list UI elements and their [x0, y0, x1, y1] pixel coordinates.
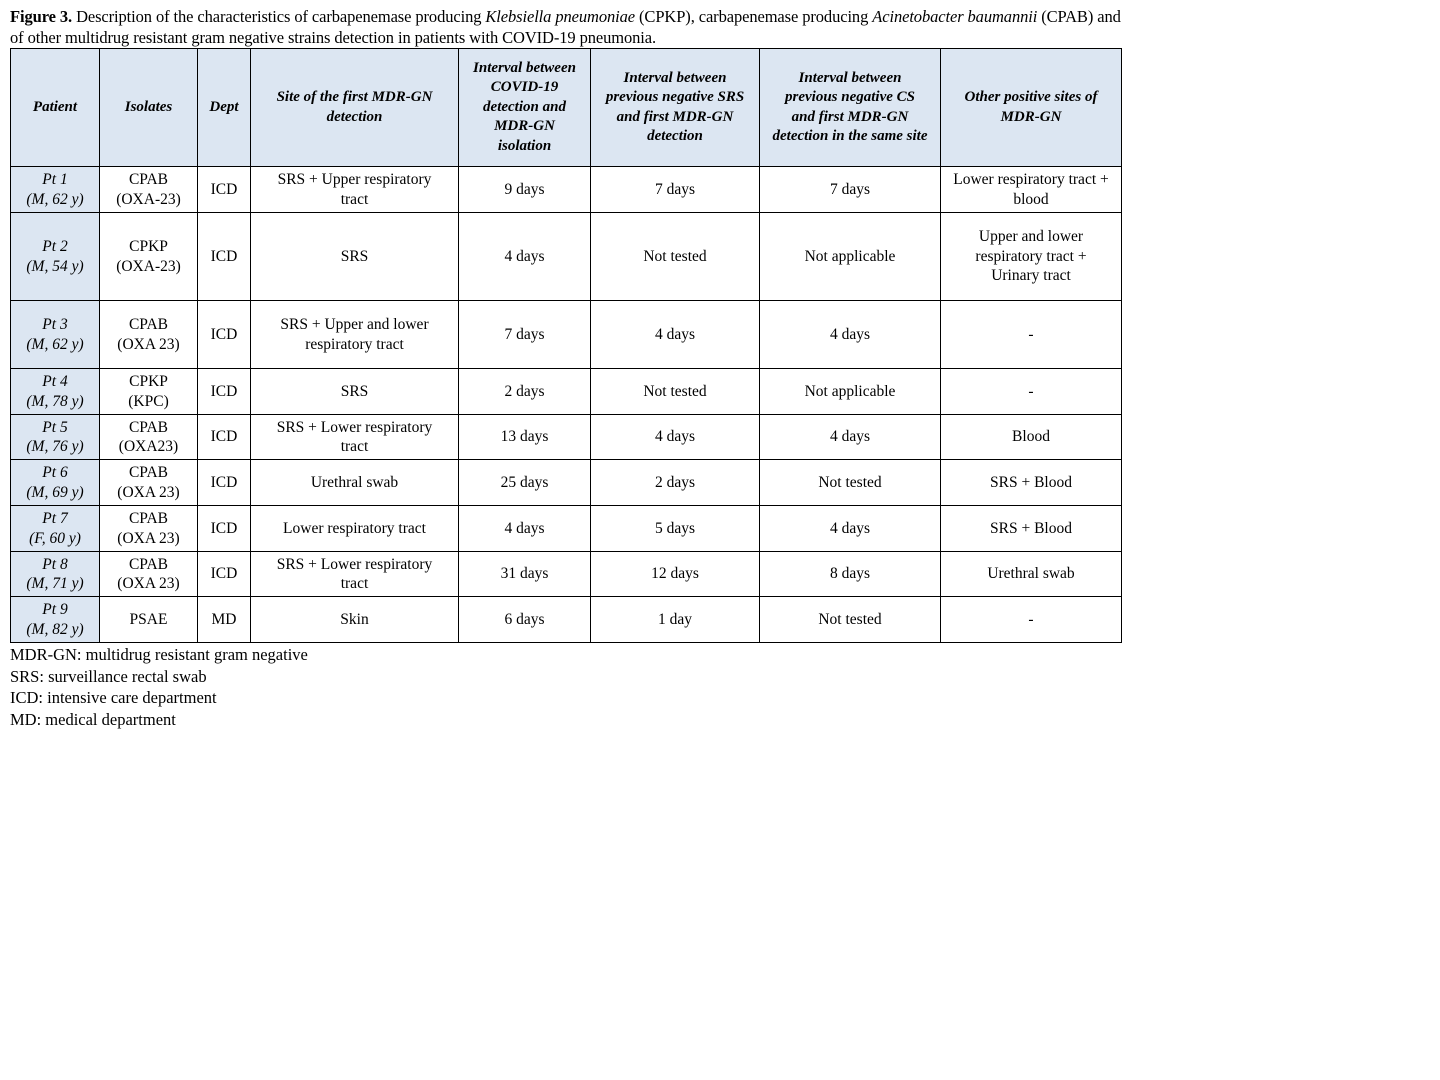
patient-demographics: (M, 54 y): [26, 257, 84, 275]
figure-caption: [10, 6, 1125, 48]
interval-covid-cell: 4 days: [459, 506, 591, 552]
table-row: [11, 415, 1122, 460]
interval-cs-cell: Not applicable: [760, 369, 941, 415]
table-body: [11, 167, 1122, 643]
isolate-name: CPKP: [129, 238, 168, 255]
dept-cell: ICD: [198, 415, 251, 460]
patient-id: Pt 2: [42, 238, 68, 255]
table-row: [11, 167, 1122, 213]
other-sites-cell: -: [941, 301, 1122, 369]
site-cell: SRS: [251, 213, 459, 301]
header-interval-cs: Interval between previous negative CS and first MDR-GN detection in the same site: [760, 49, 941, 167]
isolate-cell: [100, 167, 198, 213]
interval-cs-cell: 4 days: [760, 506, 941, 552]
isolate-type: (OXA-23): [116, 190, 181, 208]
interval-srs-cell: Not tested: [591, 213, 760, 301]
patient-demographics: (M, 82 y): [26, 620, 84, 638]
dept-cell: ICD: [198, 301, 251, 369]
patient-id: Pt 5: [42, 418, 68, 436]
other-sites-cell: -: [941, 597, 1122, 643]
patient-demographics: (M, 76 y): [26, 438, 84, 455]
patient-id: Pt 9: [42, 601, 68, 618]
other-sites-cell: Urethral swab: [941, 552, 1122, 597]
table-row: [11, 301, 1122, 369]
patient-cell: [11, 301, 100, 369]
patient-demographics: (M, 69 y): [26, 483, 84, 501]
patient-cell: [11, 369, 100, 415]
isolate-cell: [100, 369, 198, 415]
isolate-type: (OXA 23): [117, 575, 180, 592]
isolate-name: CPAB: [128, 418, 169, 436]
site-cell: Skin: [251, 597, 459, 643]
caption-text-3: (CPAB) and of other multidrug resistant gram negative strains detection in patients with COVID-19 pneumonia.: [10, 7, 1121, 47]
patient-demographics: (M, 62 y): [26, 190, 84, 208]
caption-label: Figure 3.: [10, 7, 73, 26]
isolate-cell: [100, 213, 198, 301]
interval-cs-cell: 4 days: [760, 301, 941, 369]
isolate-name: CPAB: [128, 555, 169, 573]
patient-id: Pt 8: [42, 555, 68, 573]
isolate-type: (KPC): [128, 392, 169, 410]
patient-id: Pt 7: [42, 510, 68, 527]
interval-srs-cell: 5 days: [591, 506, 760, 552]
other-sites-cell: Blood: [941, 415, 1122, 460]
isolate-cell: [100, 460, 198, 506]
header-patient: Patient: [11, 49, 100, 167]
interval-cs-cell: Not tested: [760, 460, 941, 506]
isolate-name: CPAB: [128, 316, 169, 333]
dept-cell: ICD: [198, 213, 251, 301]
interval-srs-cell: 1 day: [591, 597, 760, 643]
patient-cell: [11, 415, 100, 460]
table-row: [11, 597, 1122, 643]
table-row: [11, 213, 1122, 301]
caption-species-1: Klebsiella pneumoniae: [485, 7, 635, 26]
isolate-type: (OXA-23): [116, 257, 181, 275]
interval-covid-cell: 4 days: [459, 213, 591, 301]
interval-srs-cell: 12 days: [591, 552, 760, 597]
header-dept: Dept: [198, 49, 251, 167]
interval-srs-cell: 2 days: [591, 460, 760, 506]
footnotes: [10, 644, 308, 730]
caption-species-2: Acinetobacter baumannii: [872, 7, 1038, 26]
patient-demographics: (M, 78 y): [26, 392, 84, 410]
patient-id: Pt 3: [42, 316, 68, 333]
patient-cell: [11, 460, 100, 506]
footnote: MD: medical department: [10, 709, 176, 729]
other-sites-cell: Lower respiratory tract + blood: [941, 167, 1122, 213]
isolate-name: CPAB: [128, 171, 169, 188]
interval-srs-cell: Not tested: [591, 369, 760, 415]
isolate-type: (OXA23): [118, 438, 179, 455]
interval-cs-cell: Not applicable: [760, 213, 941, 301]
interval-covid-cell: 31 days: [459, 552, 591, 597]
patient-cell: [11, 506, 100, 552]
table-row: [11, 552, 1122, 597]
isolate-name: CPAB: [128, 464, 169, 481]
header-other-sites: Other positive sites of MDR-GN: [941, 49, 1122, 167]
isolate-name: PSAE: [129, 610, 168, 628]
dept-cell: ICD: [198, 369, 251, 415]
isolate-type: (OXA 23): [117, 529, 180, 547]
patient-cell: [11, 213, 100, 301]
footnote: SRS: surveillance rectal swab: [10, 666, 207, 686]
site-cell: SRS + Lower respiratory tract: [251, 552, 459, 597]
site-cell: Urethral swab: [251, 460, 459, 506]
other-sites-cell: SRS + Blood: [941, 506, 1122, 552]
dept-cell: ICD: [198, 506, 251, 552]
interval-srs-cell: 4 days: [591, 415, 760, 460]
patient-cell: [11, 167, 100, 213]
isolate-cell: [100, 301, 198, 369]
patient-cell: [11, 597, 100, 643]
patient-id: Pt 1: [42, 171, 68, 188]
isolate-type: (OXA 23): [117, 335, 180, 353]
interval-covid-cell: 13 days: [459, 415, 591, 460]
interval-covid-cell: 25 days: [459, 460, 591, 506]
header-site: Site of the first MDR-GN detection: [251, 49, 459, 167]
site-cell: SRS: [251, 369, 459, 415]
interval-cs-cell: 7 days: [760, 167, 941, 213]
interval-covid-cell: 9 days: [459, 167, 591, 213]
dept-cell: MD: [198, 597, 251, 643]
dept-cell: ICD: [198, 167, 251, 213]
header-interval-srs: Interval between previous negative SRS and first MDR-GN detection: [591, 49, 760, 167]
interval-covid-cell: 2 days: [459, 369, 591, 415]
isolate-name: CPKP: [129, 373, 168, 390]
mdr-gn-table: [10, 48, 1122, 643]
other-sites-cell: -: [941, 369, 1122, 415]
patient-demographics: (M, 62 y): [26, 335, 84, 353]
patient-cell: [11, 552, 100, 597]
patient-demographics: (M, 71 y): [26, 575, 84, 592]
caption-text-2: (CPKP), carbapenemase producing: [635, 7, 873, 26]
patient-id: Pt 4: [42, 373, 68, 390]
isolate-name: CPAB: [128, 510, 169, 527]
isolate-cell: [100, 597, 198, 643]
table-row: [11, 369, 1122, 415]
interval-cs-cell: 8 days: [760, 552, 941, 597]
header-isolates: Isolates: [100, 49, 198, 167]
isolate-type: (OXA 23): [117, 483, 180, 501]
interval-cs-cell: 4 days: [760, 415, 941, 460]
site-cell: Lower respiratory tract: [251, 506, 459, 552]
patient-demographics: (F, 60 y): [29, 529, 81, 547]
patient-id: Pt 6: [42, 464, 68, 481]
table-header-row: [11, 49, 1122, 167]
interval-srs-cell: 7 days: [591, 167, 760, 213]
site-cell: SRS + Upper respiratory tract: [251, 167, 459, 213]
isolate-cell: [100, 506, 198, 552]
header-interval-covid: Interval between COVID-19 detection and MDR-GN isolation: [459, 49, 591, 167]
table-row: [11, 460, 1122, 506]
interval-covid-cell: 6 days: [459, 597, 591, 643]
interval-cs-cell: Not tested: [760, 597, 941, 643]
site-cell: SRS + Lower respiratory tract: [251, 415, 459, 460]
other-sites-cell: SRS + Blood: [941, 460, 1122, 506]
isolate-cell: [100, 415, 198, 460]
dept-cell: ICD: [198, 552, 251, 597]
table-row: [11, 506, 1122, 552]
caption-text-1: Description of the characteristics of carbapenemase producing: [72, 7, 486, 26]
dept-cell: ICD: [198, 460, 251, 506]
site-cell: SRS + Upper and lower respiratory tract: [251, 301, 459, 369]
interval-covid-cell: 7 days: [459, 301, 591, 369]
interval-srs-cell: 4 days: [591, 301, 760, 369]
other-sites-cell: Upper and lower respiratory tract + Urinary tract: [941, 213, 1122, 301]
isolate-cell: [100, 552, 198, 597]
footnote: MDR-GN: multidrug resistant gram negative: [10, 645, 308, 664]
footnote: ICD: intensive care department: [10, 688, 217, 708]
